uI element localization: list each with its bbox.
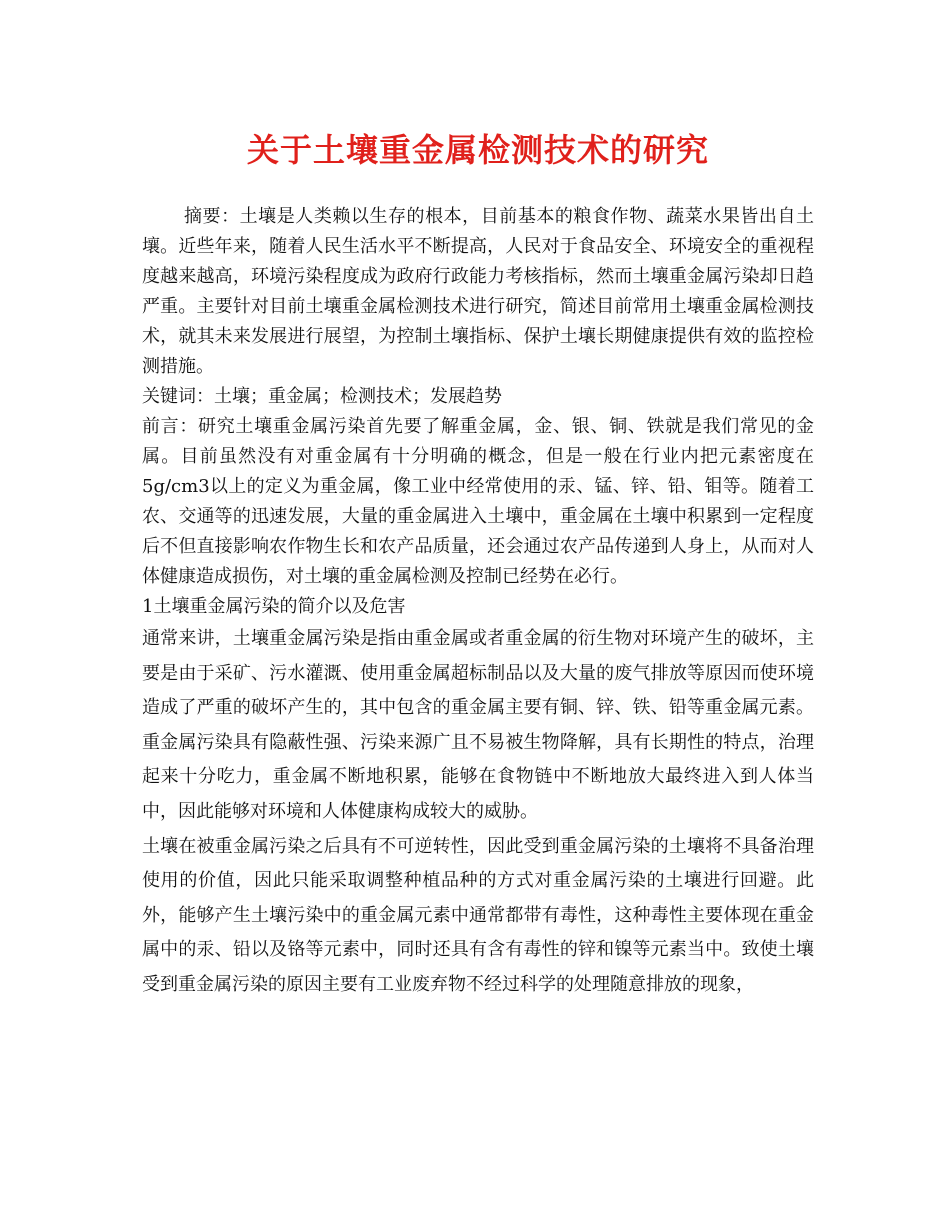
keywords-line: 关键词：土壤；重金属；检测技术；发展趋势 bbox=[142, 386, 502, 407]
section-1-body bbox=[142, 622, 814, 1003]
section-heading: 1土壤重金属污染的简介以及危害 bbox=[142, 596, 406, 617]
front-matter bbox=[142, 202, 814, 622]
abstract-paragraph: 摘要：土壤是人类赖以生存的根本，目前基本的粮食作物、蔬菜水果皆出自土壤。近些年来，随着人民生活水平不断提高，人民对于食品安全、环境安全的重视程度越来越高，环境污染程度成为政府行政能力考核指标，然而土壤重金属污染却日趋严重。主要针对目前土壤重金属检测技术进行研究，简述目前常用土壤重金属检测技术，就其未来发展进行展望，为控制土壤指标、保护土壤长期健康提供有效的监控检测措施。 bbox=[142, 206, 814, 377]
body-paragraph: 通常来讲，土壤重金属污染是指由重金属或者重金属的衍生物对环境产生的破坏，主要是由于采矿、污水灌溉、使用重金属超标制品以及大量的废气排放等原因而使环境造成了严重的破坏产生的，其中包含的重金属主要有铜、锌、铁、铅等重金属元素。重金属污染具有隐蔽性强、污染来源广且不易被生物降解，具有长期性的特点，治理起来十分吃力，重金属不断地积累，能够在食物链中不断地放大最终进入到人体当中，因此能够对环境和人体健康构成较大的威胁。 bbox=[142, 628, 814, 822]
document-page bbox=[142, 128, 814, 1003]
document-title: 关于土壤重金属检测技术的研究 bbox=[246, 131, 709, 169]
body-paragraph: 土壤在被重金属污染之后具有不可逆转性，因此受到重金属污染的土壤将不具备治理使用的价值，因此只能采取调整种植品种的方式对重金属污染的土壤进行回避。此外，能够产生土壤污染中的重金属元素中通常都带有毒性，这种毒性主要体现在重金属中的汞、铅以及铬等元素中，同时还具有含有毒性的锌和镍等元素当中。致使土壤受到重金属污染的原因主要有工业废弃物不经过科学的处理随意排放的现象， bbox=[142, 835, 814, 995]
preface-paragraph: 前言：研究土壤重金属污染首先要了解重金属，金、银、铜、铁就是我们常见的金属。目前虽然没有对重金属有十分明确的概念，但是一般在行业内把元素密度在5g/cm3以上的定义为重金属，像工业中经常使用的汞、锰、锌、铅、钼等。随着工农、交通等的迅速发展，大量的重金属进入土壤中，重金属在土壤中积累到一定程度后不但直接影响农作物生长和农产品质量，还会通过农产品传递到人身上，从而对人体健康造成损伤，对土壤的重金属检测及控制已经势在必行。 bbox=[142, 416, 814, 587]
